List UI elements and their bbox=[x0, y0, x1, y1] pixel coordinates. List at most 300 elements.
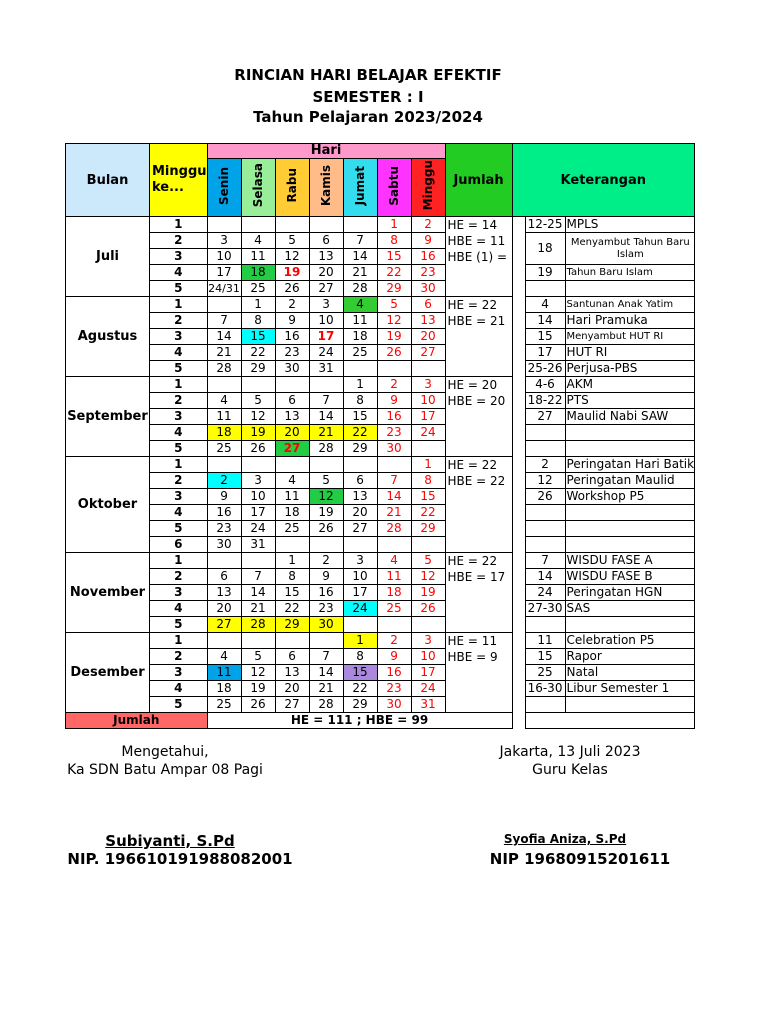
week-row bbox=[66, 553, 695, 569]
header-bulan: Bulan bbox=[66, 144, 150, 217]
day-cell: 18 bbox=[343, 329, 377, 345]
day-cell: 1 bbox=[275, 553, 309, 569]
week-number: 2 bbox=[150, 649, 208, 665]
day-cell: 7 bbox=[309, 649, 343, 665]
day-cell: 21 bbox=[309, 425, 343, 441]
day-cell: 1 bbox=[377, 217, 411, 233]
day-cell bbox=[411, 617, 445, 633]
day-cell: 9 bbox=[207, 489, 241, 505]
sign-right-date: Jakarta, 13 Juli 2023 bbox=[499, 744, 641, 760]
day-cell: 13 bbox=[411, 313, 445, 329]
day-cell: 11 bbox=[343, 313, 377, 329]
sign-right-name: Syofia Aniza, S.Pd bbox=[503, 832, 627, 846]
day-cell bbox=[343, 361, 377, 377]
month-summary bbox=[445, 633, 512, 713]
day-cell: 28 bbox=[207, 361, 241, 377]
day-cell: 27 bbox=[275, 697, 309, 713]
day-cell: 20 bbox=[411, 329, 445, 345]
day-cell: 16 bbox=[275, 329, 309, 345]
day-cell: 29 bbox=[343, 441, 377, 457]
day-cell: 3 bbox=[309, 297, 343, 313]
day-cell: 26 bbox=[309, 521, 343, 537]
day-cell: 19 bbox=[377, 329, 411, 345]
day-cell bbox=[309, 217, 343, 233]
day-cell: 15 bbox=[377, 249, 411, 265]
day-cell: 30 bbox=[275, 361, 309, 377]
day-cell bbox=[275, 457, 309, 473]
spacer bbox=[512, 553, 525, 633]
week-row bbox=[66, 569, 695, 585]
day-cell: 26 bbox=[241, 697, 275, 713]
day-cell: 31 bbox=[309, 361, 343, 377]
week-row bbox=[66, 361, 695, 377]
day-cell: 8 bbox=[275, 569, 309, 585]
week-row bbox=[66, 393, 695, 409]
note-date: 24 bbox=[525, 585, 565, 601]
day-cell: 10 bbox=[207, 249, 241, 265]
day-cell bbox=[241, 633, 275, 649]
day-cell bbox=[309, 537, 343, 553]
day-cell bbox=[377, 361, 411, 377]
day-cell: 21 bbox=[343, 265, 377, 281]
day-cell bbox=[309, 457, 343, 473]
note-date bbox=[525, 617, 565, 633]
day-cell: 29 bbox=[377, 281, 411, 297]
summary-line: HE = 22 bbox=[447, 554, 498, 568]
day-cell bbox=[207, 633, 241, 649]
week-row bbox=[66, 297, 695, 313]
sign-left-name: Subiyanti, S.Pd bbox=[105, 832, 235, 850]
header-minggu: Minggu ke... bbox=[150, 144, 208, 217]
day-cell: 18 bbox=[207, 425, 241, 441]
day-cell bbox=[241, 217, 275, 233]
day-cell: 30 bbox=[411, 281, 445, 297]
day-cell bbox=[411, 441, 445, 457]
day-cell: 3 bbox=[411, 633, 445, 649]
footer-empty bbox=[525, 713, 695, 729]
week-row bbox=[66, 585, 695, 601]
week-row bbox=[66, 345, 695, 361]
day-cell: 28 bbox=[241, 617, 275, 633]
day-cell: 23 bbox=[309, 601, 343, 617]
sign-left-nip: NIP. 196610191988082001 bbox=[67, 850, 293, 868]
header-day-selasa: Selasa bbox=[241, 159, 275, 217]
note-text: Perjusa-PBS bbox=[565, 361, 695, 377]
note-text: Maulid Nabi SAW bbox=[565, 409, 695, 425]
note-date: 12-25 bbox=[525, 217, 565, 233]
week-number: 5 bbox=[150, 521, 208, 537]
note-date bbox=[525, 425, 565, 441]
day-cell: 4 bbox=[275, 473, 309, 489]
note-date bbox=[525, 441, 565, 457]
day-cell: 29 bbox=[343, 697, 377, 713]
day-cell: 15 bbox=[411, 489, 445, 505]
day-cell: 2 bbox=[207, 473, 241, 489]
day-cell: 13 bbox=[309, 249, 343, 265]
note-date: 19 bbox=[525, 265, 565, 281]
note-text: Celebration P5 bbox=[565, 633, 695, 649]
day-cell: 4 bbox=[207, 649, 241, 665]
note-date: 4-6 bbox=[525, 377, 565, 393]
footer-jumlah-label: Jumlah bbox=[66, 713, 208, 729]
week-number: 4 bbox=[150, 505, 208, 521]
day-cell: 23 bbox=[377, 681, 411, 697]
day-cell: 8 bbox=[377, 233, 411, 249]
header-jumlah: Jumlah bbox=[445, 144, 512, 217]
day-cell: 22 bbox=[241, 345, 275, 361]
day-cell: 5 bbox=[275, 233, 309, 249]
week-number: 1 bbox=[150, 377, 208, 393]
sign-left-position: Ka SDN Batu Ampar 08 Pagi bbox=[67, 762, 263, 778]
doc-semester: SEMESTER : I bbox=[312, 88, 424, 106]
day-cell: 30 bbox=[377, 441, 411, 457]
summary-line: HE = 14 bbox=[447, 218, 498, 232]
day-cell: 23 bbox=[411, 265, 445, 281]
week-number: 6 bbox=[150, 537, 208, 553]
note-date: 15 bbox=[525, 329, 565, 345]
spacer bbox=[512, 633, 525, 713]
month-name: September bbox=[66, 377, 150, 457]
note-text: Rapor bbox=[565, 649, 695, 665]
day-cell: 12 bbox=[241, 409, 275, 425]
day-cell: 14 bbox=[309, 665, 343, 681]
day-cell: 7 bbox=[377, 473, 411, 489]
day-cell: 14 bbox=[309, 409, 343, 425]
day-cell: 10 bbox=[241, 489, 275, 505]
note-text: SAS bbox=[565, 601, 695, 617]
note-text: Peringatan HGN bbox=[565, 585, 695, 601]
sign-right-role: Guru Kelas bbox=[532, 762, 608, 778]
note-date bbox=[525, 537, 565, 553]
day-cell: 13 bbox=[275, 665, 309, 681]
note-text: Natal bbox=[565, 665, 695, 681]
week-number: 4 bbox=[150, 265, 208, 281]
note-text: HUT RI bbox=[565, 345, 695, 361]
week-row bbox=[66, 665, 695, 681]
doc-title: RINCIAN HARI BELAJAR EFEKTIF bbox=[234, 66, 502, 84]
day-cell: 22 bbox=[343, 425, 377, 441]
summary-line: HBE = 9 bbox=[447, 650, 498, 664]
day-cell: 13 bbox=[275, 409, 309, 425]
summary-line: HBE = 22 bbox=[447, 474, 506, 488]
day-cell: 12 bbox=[309, 489, 343, 505]
day-cell: 28 bbox=[309, 697, 343, 713]
day-cell: 4 bbox=[343, 297, 377, 313]
footer-total: HE = 111 ; HBE = 99 bbox=[207, 713, 512, 729]
week-row bbox=[66, 537, 695, 553]
day-cell: 6 bbox=[309, 233, 343, 249]
note-text: Hari Pramuka bbox=[565, 313, 695, 329]
week-number: 3 bbox=[150, 409, 208, 425]
day-cell: 13 bbox=[343, 489, 377, 505]
summary-line: HE = 11 bbox=[447, 634, 498, 648]
day-cell: 20 bbox=[275, 425, 309, 441]
day-cell: 15 bbox=[275, 585, 309, 601]
summary-line: HBE (1) = bbox=[447, 250, 508, 264]
header-day-jumat: Jumat bbox=[343, 159, 377, 217]
day-cell: 25 bbox=[343, 345, 377, 361]
day-cell: 27 bbox=[275, 441, 309, 457]
day-cell: 25 bbox=[377, 601, 411, 617]
day-cell bbox=[207, 457, 241, 473]
day-cell: 9 bbox=[275, 313, 309, 329]
day-cell: 19 bbox=[241, 425, 275, 441]
week-number: 1 bbox=[150, 457, 208, 473]
header-hari: Hari bbox=[207, 144, 445, 159]
note-text bbox=[565, 281, 695, 297]
note-date: 2 bbox=[525, 457, 565, 473]
week-number: 5 bbox=[150, 441, 208, 457]
note-text: Tahun Baru Islam bbox=[565, 265, 695, 281]
day-cell: 6 bbox=[275, 393, 309, 409]
day-cell: 22 bbox=[377, 265, 411, 281]
day-cell: 10 bbox=[343, 569, 377, 585]
week-number: 3 bbox=[150, 329, 208, 345]
day-cell: 1 bbox=[343, 377, 377, 393]
week-row bbox=[66, 649, 695, 665]
month-summary bbox=[445, 457, 512, 553]
week-row bbox=[66, 617, 695, 633]
day-cell: 3 bbox=[241, 473, 275, 489]
day-cell: 27 bbox=[343, 521, 377, 537]
day-cell: 7 bbox=[309, 393, 343, 409]
day-cell: 17 bbox=[309, 329, 343, 345]
day-cell: 24 bbox=[411, 425, 445, 441]
week-row bbox=[66, 233, 695, 249]
calendar-table bbox=[65, 143, 695, 729]
day-cell: 30 bbox=[377, 697, 411, 713]
week-row bbox=[66, 521, 695, 537]
summary-line: HE = 22 bbox=[447, 298, 498, 312]
day-cell: 29 bbox=[241, 361, 275, 377]
day-cell: 9 bbox=[377, 393, 411, 409]
day-cell: 2 bbox=[309, 553, 343, 569]
day-cell: 4 bbox=[207, 393, 241, 409]
day-cell: 30 bbox=[207, 537, 241, 553]
day-cell: 9 bbox=[411, 233, 445, 249]
note-date: 18 bbox=[525, 233, 565, 265]
note-text bbox=[565, 521, 695, 537]
day-cell bbox=[411, 361, 445, 377]
header-day-rabu: Rabu bbox=[275, 159, 309, 217]
day-cell: 7 bbox=[241, 569, 275, 585]
day-cell: 10 bbox=[411, 393, 445, 409]
day-cell: 16 bbox=[377, 665, 411, 681]
day-cell: 25 bbox=[275, 521, 309, 537]
summary-line: HBE = 11 bbox=[447, 234, 506, 248]
month-summary bbox=[445, 217, 512, 297]
summary-line: HBE = 17 bbox=[447, 570, 506, 584]
day-cell bbox=[343, 617, 377, 633]
week-row bbox=[66, 329, 695, 345]
day-cell: 11 bbox=[207, 409, 241, 425]
day-cell bbox=[207, 553, 241, 569]
note-date: 25-26 bbox=[525, 361, 565, 377]
note-date: 15 bbox=[525, 649, 565, 665]
month-name: Desember bbox=[66, 633, 150, 713]
day-cell: 9 bbox=[377, 649, 411, 665]
day-cell: 31 bbox=[411, 697, 445, 713]
note-date bbox=[525, 505, 565, 521]
day-cell: 23 bbox=[275, 345, 309, 361]
day-cell: 15 bbox=[241, 329, 275, 345]
note-date: 16-30 bbox=[525, 681, 565, 697]
day-cell: 10 bbox=[309, 313, 343, 329]
day-cell bbox=[377, 537, 411, 553]
day-cell: 22 bbox=[411, 505, 445, 521]
spacer bbox=[512, 377, 525, 457]
day-cell: 27 bbox=[309, 281, 343, 297]
note-date bbox=[525, 281, 565, 297]
day-cell: 9 bbox=[309, 569, 343, 585]
spacer bbox=[512, 457, 525, 553]
day-cell bbox=[411, 537, 445, 553]
week-number: 1 bbox=[150, 297, 208, 313]
day-cell: 17 bbox=[411, 665, 445, 681]
note-text: Santunan Anak Yatim bbox=[565, 297, 695, 313]
day-cell bbox=[343, 457, 377, 473]
week-number: 3 bbox=[150, 665, 208, 681]
note-date: 4 bbox=[525, 297, 565, 313]
day-cell: 20 bbox=[309, 265, 343, 281]
day-cell: 2 bbox=[377, 377, 411, 393]
day-cell: 23 bbox=[207, 521, 241, 537]
day-cell: 4 bbox=[241, 233, 275, 249]
spacer bbox=[512, 297, 525, 377]
note-date: 27 bbox=[525, 409, 565, 425]
month-summary bbox=[445, 553, 512, 633]
note-date: 14 bbox=[525, 569, 565, 585]
day-cell: 21 bbox=[241, 601, 275, 617]
day-cell: 31 bbox=[241, 537, 275, 553]
note-date: 27-30 bbox=[525, 601, 565, 617]
day-cell: 11 bbox=[275, 489, 309, 505]
day-cell: 3 bbox=[411, 377, 445, 393]
week-row bbox=[66, 601, 695, 617]
day-cell: 28 bbox=[309, 441, 343, 457]
day-cell: 18 bbox=[241, 265, 275, 281]
day-cell: 24/31 bbox=[208, 282, 240, 295]
day-cell: 1 bbox=[411, 457, 445, 473]
day-cell: 10 bbox=[411, 649, 445, 665]
day-cell: 28 bbox=[343, 281, 377, 297]
week-number: 2 bbox=[150, 569, 208, 585]
week-row bbox=[66, 409, 695, 425]
note-date: 12 bbox=[525, 473, 565, 489]
month-name: Juli bbox=[66, 217, 150, 297]
day-cell bbox=[343, 537, 377, 553]
day-cell: 3 bbox=[343, 553, 377, 569]
week-row bbox=[66, 457, 695, 473]
note-text bbox=[565, 537, 695, 553]
day-cell: 20 bbox=[343, 505, 377, 521]
day-cell: 20 bbox=[207, 601, 241, 617]
note-text: WISDU FASE A bbox=[565, 553, 695, 569]
week-number: 1 bbox=[150, 633, 208, 649]
day-cell: 19 bbox=[241, 681, 275, 697]
day-cell: 26 bbox=[411, 601, 445, 617]
sign-left-role: Mengetahui, bbox=[121, 744, 209, 760]
week-row bbox=[66, 281, 695, 297]
day-cell: 18 bbox=[207, 681, 241, 697]
note-text bbox=[565, 505, 695, 521]
day-cell: 12 bbox=[241, 665, 275, 681]
note-text: Workshop P5 bbox=[565, 489, 695, 505]
week-number: 4 bbox=[150, 681, 208, 697]
note-text: Peringatan Hari Batik bbox=[566, 457, 695, 471]
week-row bbox=[66, 697, 695, 713]
month-name: November bbox=[66, 553, 150, 633]
day-cell: 1 bbox=[241, 297, 275, 313]
week-number: 1 bbox=[150, 217, 208, 233]
day-cell bbox=[377, 457, 411, 473]
note-date: 26 bbox=[525, 489, 565, 505]
day-cell bbox=[343, 217, 377, 233]
note-date: 25 bbox=[525, 665, 565, 681]
day-cell: 12 bbox=[377, 313, 411, 329]
day-cell: 5 bbox=[411, 553, 445, 569]
day-cell: 23 bbox=[377, 425, 411, 441]
week-row bbox=[66, 489, 695, 505]
header-keterangan: Keterangan bbox=[512, 144, 695, 217]
spacer bbox=[512, 713, 525, 729]
day-cell: 17 bbox=[411, 409, 445, 425]
day-cell: 16 bbox=[377, 409, 411, 425]
day-cell: 25 bbox=[207, 441, 241, 457]
week-number: 2 bbox=[150, 473, 208, 489]
week-number: 4 bbox=[150, 345, 208, 361]
note-date: 17 bbox=[525, 345, 565, 361]
day-cell: 11 bbox=[241, 249, 275, 265]
day-cell: 5 bbox=[241, 393, 275, 409]
note-text bbox=[565, 441, 695, 457]
day-cell: 7 bbox=[207, 313, 241, 329]
day-cell: 15 bbox=[343, 665, 377, 681]
week-number: 5 bbox=[150, 361, 208, 377]
day-cell: 6 bbox=[275, 649, 309, 665]
day-cell: 11 bbox=[377, 569, 411, 585]
day-cell: 4 bbox=[377, 553, 411, 569]
note-text: Menyambut HUT RI bbox=[565, 329, 695, 345]
week-number: 2 bbox=[150, 233, 208, 249]
day-cell: 14 bbox=[207, 329, 241, 345]
note-text: AKM bbox=[565, 377, 695, 393]
day-cell: 14 bbox=[241, 585, 275, 601]
note-text: MPLS bbox=[565, 217, 695, 233]
day-cell: 2 bbox=[377, 633, 411, 649]
week-number: 2 bbox=[150, 313, 208, 329]
day-cell: 19 bbox=[411, 585, 445, 601]
day-cell: 6 bbox=[343, 473, 377, 489]
day-cell: 26 bbox=[377, 345, 411, 361]
note-text: Libur Semester 1 bbox=[565, 681, 695, 697]
day-cell: 15 bbox=[343, 409, 377, 425]
note-date: 14 bbox=[525, 313, 565, 329]
day-cell bbox=[309, 377, 343, 393]
day-cell: 16 bbox=[411, 249, 445, 265]
day-cell: 26 bbox=[241, 441, 275, 457]
day-cell: 12 bbox=[411, 569, 445, 585]
day-cell: 11 bbox=[207, 665, 241, 681]
day-cell: 29 bbox=[275, 617, 309, 633]
day-cell: 22 bbox=[343, 681, 377, 697]
day-cell: 12 bbox=[275, 249, 309, 265]
note-text: PTS bbox=[565, 393, 695, 409]
month-name: Agustus bbox=[66, 297, 150, 377]
week-number: 4 bbox=[150, 601, 208, 617]
day-cell bbox=[241, 553, 275, 569]
summary-line: HE = 22 bbox=[447, 458, 498, 472]
